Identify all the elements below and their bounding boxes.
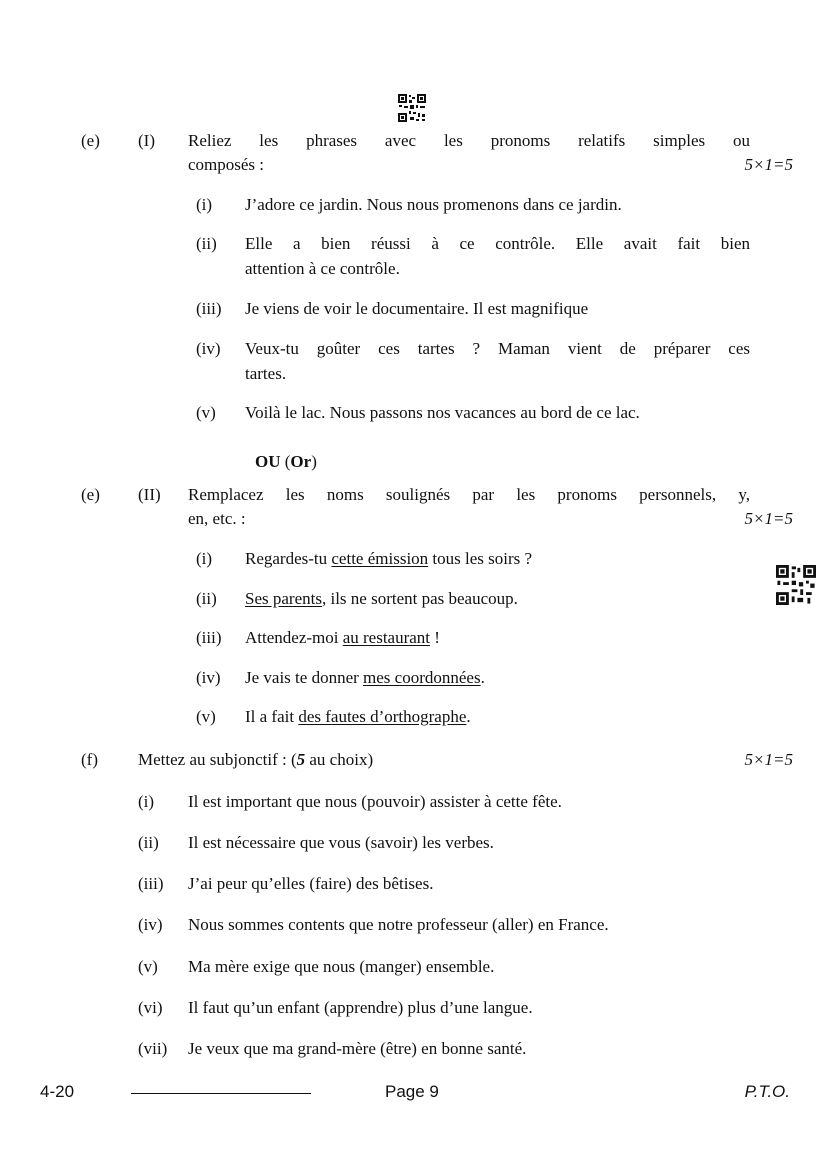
item-text: tartes. bbox=[245, 364, 287, 383]
item-number: (iii) bbox=[196, 299, 222, 318]
qr-code-icon bbox=[398, 94, 426, 122]
pto-label: P.T.O. bbox=[744, 1082, 790, 1101]
item-number: (i) bbox=[196, 195, 213, 214]
item-number: (i) bbox=[196, 549, 213, 568]
item-text: Attendez-moi au restaurant ! bbox=[245, 628, 440, 647]
item-text: Il est nécessaire que vous (savoir) les verbes. bbox=[188, 833, 494, 852]
item-number: (ii) bbox=[196, 589, 217, 608]
question-part: (I) bbox=[138, 131, 155, 150]
page-number: Page 9 bbox=[385, 1082, 439, 1101]
question-letter: (e) bbox=[81, 485, 100, 504]
item-text: Je vais te donner mes coordonnées. bbox=[245, 668, 485, 687]
item-number: (i) bbox=[138, 792, 155, 811]
item-text: Je viens de voir le documentaire. Il est magnifique bbox=[245, 299, 589, 318]
item-number: (iii) bbox=[196, 628, 222, 647]
item-number: (iv) bbox=[196, 668, 221, 687]
item-number: (v) bbox=[196, 403, 216, 422]
marks-label: 5×1=5 bbox=[744, 509, 793, 528]
item-text: Ses parents, ils ne sortent pas beaucoup. bbox=[245, 589, 518, 608]
instruction-text: Reliez les phrases avec les pronoms relatifs simples ou bbox=[188, 131, 750, 150]
or-label: OU (Or) bbox=[255, 452, 317, 471]
item-number: (ii) bbox=[138, 833, 159, 852]
item-text: Ma mère exige que nous (manger) ensemble. bbox=[188, 957, 495, 976]
instruction-text: composés : bbox=[188, 155, 265, 174]
item-text: Il est important que nous (pouvoir) assister à cette fête. bbox=[188, 792, 562, 811]
item-text: Il faut qu’un enfant (apprendre) plus d’une langue. bbox=[188, 998, 533, 1017]
item-number: (vi) bbox=[138, 998, 163, 1017]
footer-divider bbox=[131, 1093, 311, 1094]
item-text: Je veux que ma grand-mère (être) en bonne santé. bbox=[188, 1039, 527, 1058]
marks-label: 5×1=5 bbox=[744, 155, 793, 174]
item-number: (iv) bbox=[196, 339, 221, 358]
item-number: (iii) bbox=[138, 874, 164, 893]
item-number: (iv) bbox=[138, 915, 163, 934]
item-number: (vii) bbox=[138, 1039, 168, 1058]
item-text: Regardes-tu cette émission tous les soirs ? bbox=[245, 549, 533, 568]
question-letter: (f) bbox=[81, 750, 98, 769]
item-number: (v) bbox=[196, 707, 216, 726]
qr-code-icon bbox=[776, 565, 816, 605]
instruction-text: Mettez au subjonctif : (5 au choix) bbox=[138, 750, 374, 769]
item-number: (v) bbox=[138, 957, 158, 976]
item-text: Il a fait des fautes d’orthographe. bbox=[245, 707, 471, 726]
marks-label: 5×1=5 bbox=[744, 750, 793, 769]
instruction-text: en, etc. : bbox=[188, 509, 246, 528]
item-text: J’adore ce jardin. Nous nous promenons dans ce jardin. bbox=[245, 195, 622, 214]
item-text: Nous sommes contents que notre professeur (aller) en France. bbox=[188, 915, 609, 934]
item-text: Veux-tu goûter ces tartes ? Maman vient de préparer ces bbox=[245, 339, 750, 358]
question-letter: (e) bbox=[81, 131, 100, 150]
question-part: (II) bbox=[138, 485, 161, 504]
item-text: J’ai peur qu’elles (faire) des bêtises. bbox=[188, 874, 434, 893]
item-number: (ii) bbox=[196, 234, 217, 253]
item-text: attention à ce contrôle. bbox=[245, 259, 400, 278]
item-text: Voilà le lac. Nous passons nos vacances au bord de ce lac. bbox=[245, 403, 640, 422]
paper-code: 4-20 bbox=[40, 1082, 75, 1101]
instruction-text: Remplacez les noms soulignés par les pronoms personnels, y, bbox=[188, 485, 750, 504]
item-text: Elle a bien réussi à ce contrôle. Elle avait fait bien bbox=[245, 234, 750, 253]
